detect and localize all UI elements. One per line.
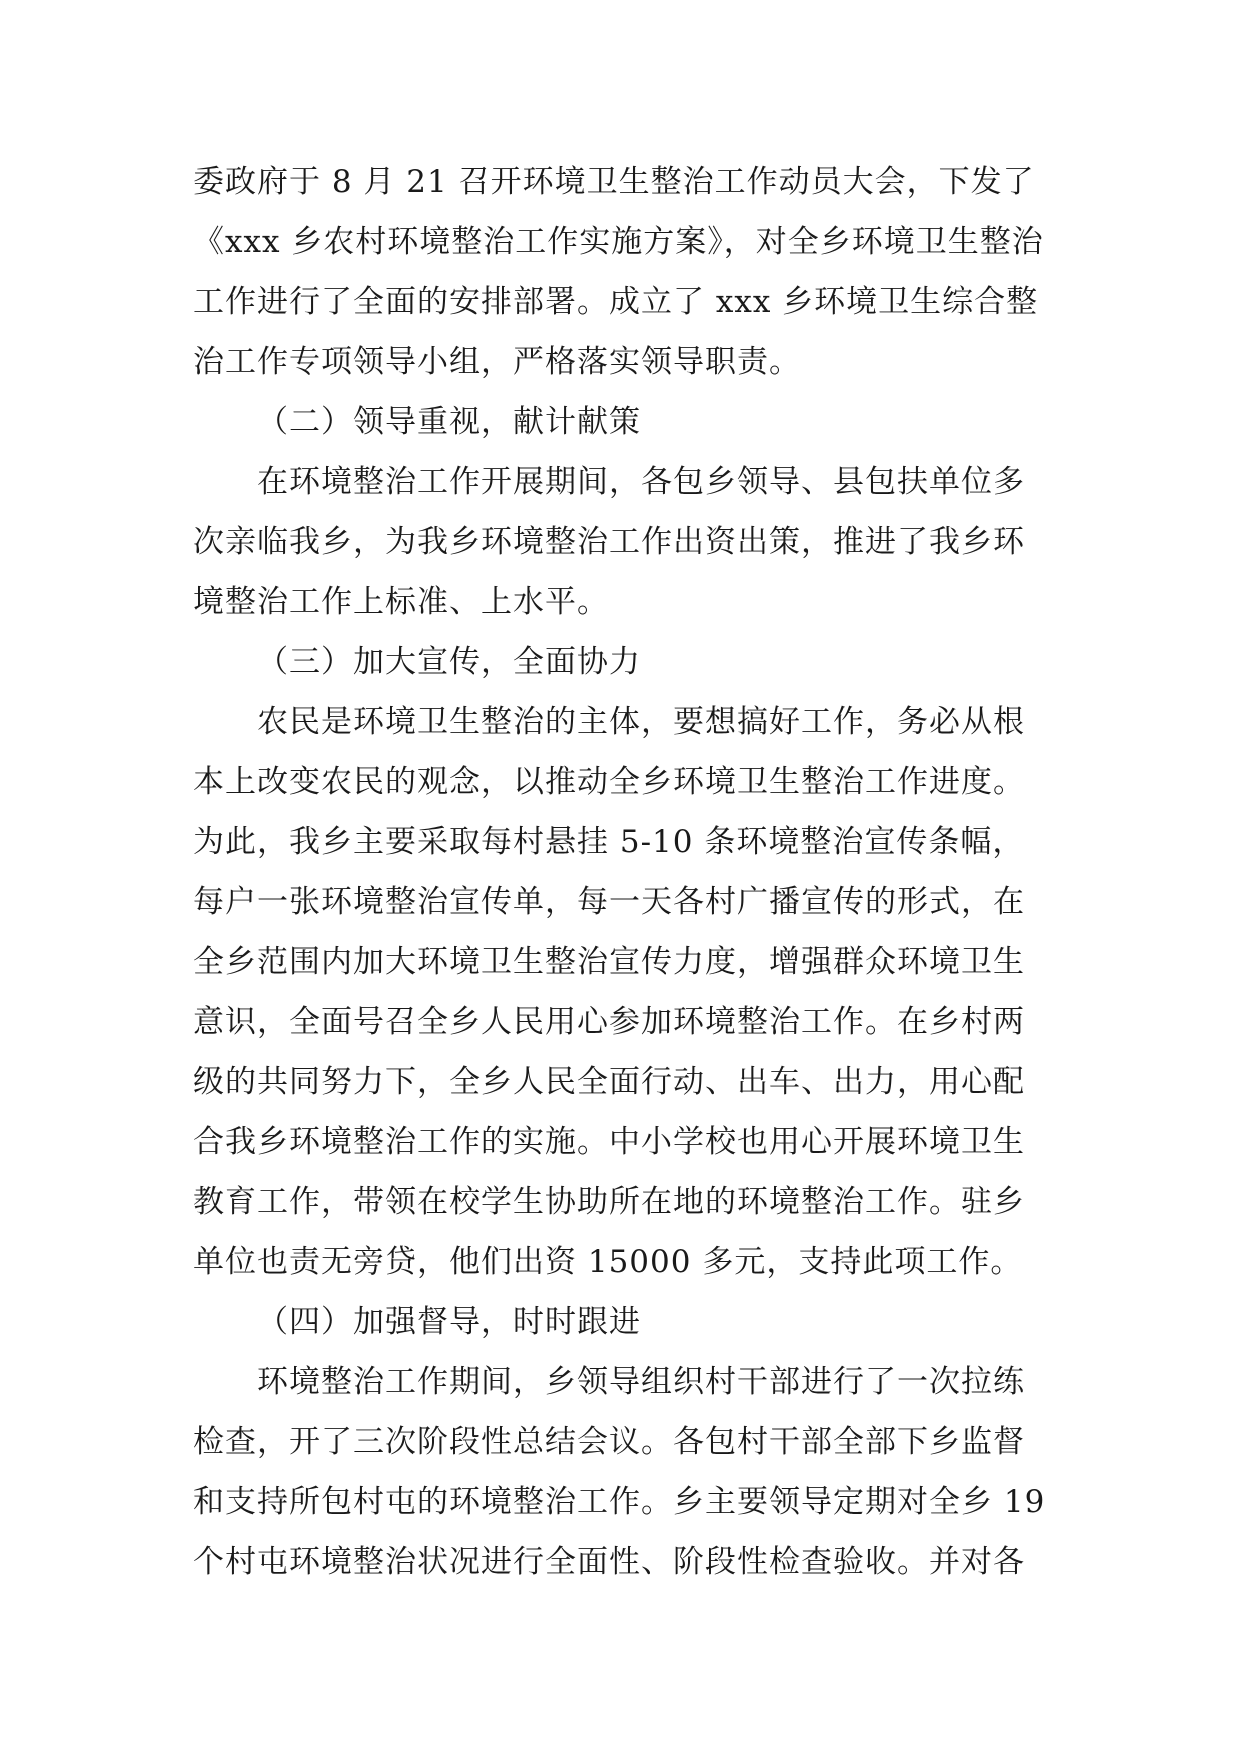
text-line: 次亲临我乡，为我乡环境整治工作出资出策，推进了我乡环 — [193, 524, 1025, 560]
text-line: 检查，开了三次阶段性总结会议。各包村干部全部下乡监督 — [193, 1424, 1025, 1460]
text-line: 境整治工作上标准、上水平。 — [193, 584, 609, 620]
text-line: 合我乡环境整治工作的实施。中小学校也用心开展环境卫生 — [193, 1124, 1025, 1160]
text-line: 委政府于 8 月 21 召开环境卫生整治工作动员大会，下发了 — [193, 164, 1035, 200]
text-line: 单位也责无旁贷，他们出资 15000 多元，支持此项工作。 — [193, 1244, 1023, 1280]
text-line: 意识，全面号召全乡人民用心参加环境整治工作。在乡村两 — [193, 1004, 1025, 1040]
text-line: 环境整治工作期间，乡领导组织村干部进行了一次拉练 — [257, 1364, 1025, 1400]
text-line: 农民是环境卫生整治的主体，要想搞好工作，务必从根 — [257, 704, 1025, 740]
section-heading: （三）加大宣传，全面协力 — [257, 644, 641, 680]
text-line: 个村屯环境整治状况进行全面性、阶段性检查验收。并对各 — [193, 1544, 1025, 1580]
text-line: 工作进行了全面的安排部署。成立了 xxx 乡环境卫生综合整 — [193, 284, 1039, 320]
text-line: 全乡范围内加大环境卫生整治宣传力度，增强群众环境卫生 — [193, 944, 1025, 980]
text-line: 本上改变农民的观念，以推动全乡环境卫生整治工作进度。 — [193, 764, 1025, 800]
text-line: 每户一张环境整治宣传单，每一天各村广播宣传的形式，在 — [193, 884, 1025, 920]
section-heading: （四）加强督导，时时跟进 — [257, 1304, 641, 1340]
text-line: 在环境整治工作开展期间，各包乡领导、县包扶单位多 — [257, 464, 1025, 500]
text-line: 为此，我乡主要采取每村悬挂 5-10 条环境整治宣传条幅， — [193, 824, 1025, 860]
text-line: 治工作专项领导小组，严格落实领导职责。 — [193, 344, 801, 380]
text-line: 教育工作，带领在校学生协助所在地的环境整治工作。驻乡 — [193, 1184, 1025, 1220]
text-line: 和支持所包村屯的环境整治工作。乡主要领导定期对全乡 19 — [193, 1484, 1046, 1520]
text-line: 《xxx 乡农村环境整治工作实施方案》，对全乡环境卫生整治 — [193, 224, 1044, 260]
body-text — [193, 152, 1073, 1592]
section-heading: （二）领导重视，献计献策 — [257, 404, 641, 440]
text-line: 级的共同努力下，全乡人民全面行动、出车、出力，用心配 — [193, 1064, 1025, 1100]
